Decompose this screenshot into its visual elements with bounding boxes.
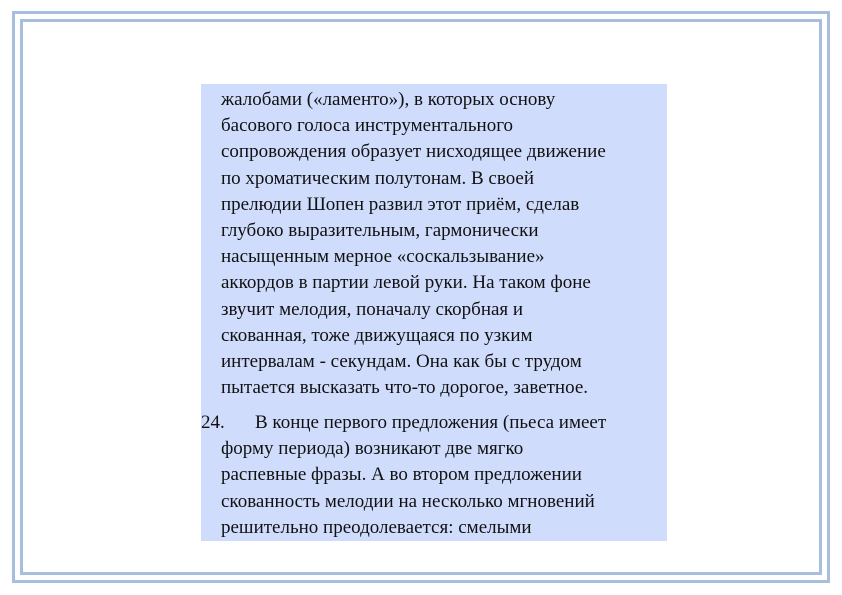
text-line: прелюдии Шопен развил этот приём, сделав [221, 193, 580, 215]
text-line: по хроматическим полутонам. В своей [221, 167, 535, 189]
text-line: аккордов в партии левой руки. На таком фоне [221, 272, 591, 294]
text-line: глубоко выразительным, гармонически [221, 220, 539, 242]
text-line: басового голоса инструментального [221, 115, 514, 137]
text-box [201, 84, 667, 541]
text-line: распевные фразы. А во втором предложении [221, 464, 582, 486]
text-line: насыщенным мерное «соскальзывание» [221, 246, 545, 268]
text-line: В конце первого предложения (пьеса имеет [255, 412, 607, 433]
text-line: скованность мелодии на несколько мгновений [221, 490, 595, 512]
text-line: пытается высказать что-то дорогое, заветное. [221, 377, 589, 399]
text-line: звучит мелодия, поначалу скорбная и [221, 298, 524, 320]
text-line: жалобами («ламенто»), в которых основу [221, 89, 556, 110]
text-line: скованная, тоже движущаяся по узким [221, 324, 533, 346]
paragraph-number: 24. [201, 412, 225, 433]
text-line: форму периода) возникают две мягко [221, 438, 524, 460]
text-line: интервалам - секундам. Она как бы с трудом [221, 351, 582, 373]
paragraph-1 [201, 87, 667, 401]
text-line: сопровождения образует нисходящее движение [221, 141, 606, 163]
paragraph-2 [201, 410, 667, 541]
text-line: решительно преодолевается: смелыми [221, 516, 532, 538]
